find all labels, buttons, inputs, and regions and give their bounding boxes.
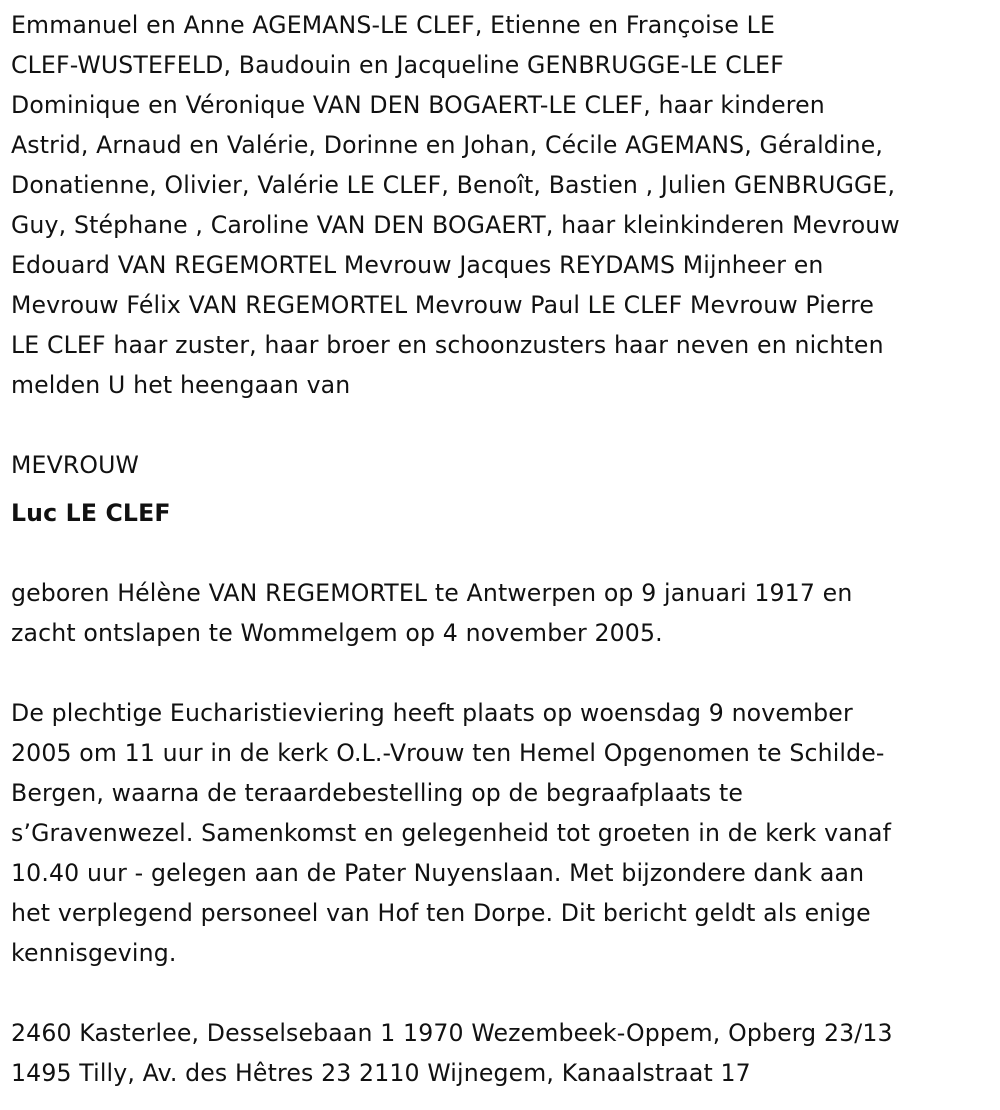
spacer [11, 405, 996, 445]
ceremony-paragraph: De plechtige Eucharistieviering heeft plaats op woensdag 9 november 2005 om 11 uur in de kerk O.L.-Vrouw ten Hemel Opgenomen te Schilde- Bergen, waarna de teraardebestelling op de begraafplaats te s’Gravenwezel. Samenkomst en gelegenheid tot groeten in de kerk vanaf 10.40 uur - gelegen aan de Pater Nuyenslaan. Met bijzondere dank aan het verplegend personeel van Hof ten Dorpe. Dit bericht geldt als enige kennisgeving. [11, 699, 892, 967]
deceased-name: Luc LE CLEF [11, 499, 171, 527]
deceased-title: MEVROUW [11, 451, 140, 479]
spacer [11, 653, 996, 693]
addresses-paragraph: 2460 Kasterlee, Desselsebaan 1 1970 Wezembeek-Oppem, Opberg 23/13 1495 Tilly, Av. des Hêtres 23 2110 Wijnegem, Kanaalstraat 17 [11, 1019, 893, 1087]
family-announcement-paragraph: Emmanuel en Anne AGEMANS-LE CLEF, Etienne en Françoise LE CLEF-WUSTEFELD, Baudouin en Jacqueline GENBRUGGE-LE CLEF Dominique en Véronique VAN DEN BOGAERT-LE CLEF, haar kinderen Astrid, Arnaud en Valérie, Dorinne en Johan, Cécile AGEMANS, Géraldine, Donatienne, Olivier, Valérie LE CLEF, Benoît, Bastien , Julien GENBRUGGE, Guy, Stéphane , Caroline VAN DEN BOGAERT, haar kleinkinderen Mevrouw Edouard VAN REGEMORTEL Mevrouw Jacques REYDAMS Mijnheer en Mevrouw Félix VAN REGEMORTEL Mevrouw Paul LE CLEF Mevrouw Pierre LE CLEF haar zuster, haar broer en schoonzusters haar neven en nichten melden U het heengaan van [11, 11, 900, 399]
spacer [11, 533, 996, 573]
death-notice [11, 5, 996, 1093]
spacer [11, 973, 996, 1013]
birth-death-paragraph: geboren Hélène VAN REGEMORTEL te Antwerpen op 9 januari 1917 en zacht ontslapen te Wommelgem op 4 november 2005. [11, 579, 853, 647]
